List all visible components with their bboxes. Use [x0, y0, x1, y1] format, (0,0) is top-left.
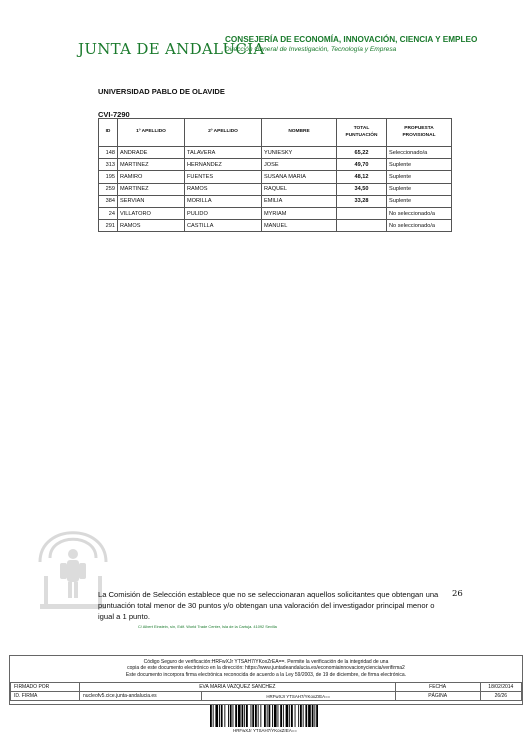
cell-propuesta: Seleccionado/a: [387, 147, 452, 159]
cell-id: 24: [99, 207, 118, 219]
cell-nombre: MYRIAM: [262, 207, 337, 219]
cell-propuesta: Suplente: [387, 171, 452, 183]
cell-apellido2: FUENTES: [185, 171, 262, 183]
cell-puntuacion: [337, 207, 387, 219]
cell-nombre: EMILIA: [262, 195, 337, 207]
cell-apellido1: MARTINEZ: [118, 183, 185, 195]
id-firma-label: ID. FIRMA: [11, 692, 80, 701]
cell-id: 291: [99, 220, 118, 232]
department-subtitle: Dirección General de Investigación, Tecnología y Empresa: [225, 46, 397, 53]
cell-propuesta: No seleccionado/a: [387, 207, 452, 219]
signature-table: [10, 682, 522, 701]
cell-puntuacion: [337, 220, 387, 232]
cell-id: 259: [99, 183, 118, 195]
id-firma-code: HRFwXJr YTSAH7/YKoxZrEA==: [202, 692, 396, 701]
commission-note: La Comisión de Selección establece que no se seleccionaran aquellos solicitantes que obtengan una puntuación total menor de 30 puntos y/o obtengan una valoración del investigador principal menor o igual a 1 punto.: [98, 590, 439, 621]
verification-line-2: copia de este documento electrónico en la dirección: https://www.juntadeandalucia.es/economiainnovacionyciencia/verifirma2: [127, 665, 405, 672]
signature-row: [11, 683, 522, 692]
cell-id: 195: [99, 171, 118, 183]
table-row: [99, 220, 452, 232]
cell-id: 313: [99, 159, 118, 171]
department-title: CONSEJERÍA DE ECONOMÍA, INNOVACIÓN, CIENCIA Y EMPLEO: [225, 35, 478, 44]
table-header-row: [99, 119, 452, 147]
department-block: [225, 35, 477, 53]
cell-apellido2: RAMOS: [185, 183, 262, 195]
verification-line-1: Código Seguro de verificación:HRFwXJr YTSAH7/YKoxZrEA==. Permite la verificación de la integridad de una: [143, 659, 389, 665]
cell-propuesta: No seleccionado/a: [387, 220, 452, 232]
table-row: [99, 207, 452, 219]
table-row: [99, 147, 452, 159]
fecha-label: FECHA: [395, 683, 480, 692]
col-propuesta: PROPUESTA PROVISIONAL: [387, 119, 452, 147]
pagina-label: PÁGINA: [395, 692, 480, 701]
cell-puntuacion: 65,22: [337, 147, 387, 159]
col-apellido1: 1º APELLIDO: [118, 119, 185, 147]
cell-puntuacion: 34,50: [337, 183, 387, 195]
id-firma-value: nucleofv5.cice.junta-andalucia.es: [80, 692, 202, 701]
cell-propuesta: Suplente: [387, 159, 452, 171]
signature-row: [11, 692, 522, 701]
table-row: [99, 183, 452, 195]
group-code: CVI-7290: [98, 110, 130, 119]
cell-nombre: SUSANA MARIA: [262, 171, 337, 183]
junta-logo: JUNTA DE ANDALUCIA: [78, 40, 265, 58]
verification-line-3: Este documento incorpora firma electrónica reconocida de acuerdo a la Ley 59/2003, de 19 de diciembre, de firma electrónica.: [125, 671, 407, 678]
fecha-value: 18/02/2014: [480, 683, 521, 692]
cell-apellido1: RAMOS: [118, 220, 185, 232]
verification-info: [10, 656, 522, 681]
footer-address: C/ Albert Einstein, s/n, Edif. World Trade Center, Isla de la Cartuja. 41092 Sevilla: [138, 624, 277, 629]
cell-propuesta: Suplente: [387, 195, 452, 207]
table-row: [99, 159, 452, 171]
table-row: [99, 171, 452, 183]
col-id: ID: [99, 119, 118, 147]
cell-puntuacion: 33,28: [337, 195, 387, 207]
signature-block: [9, 655, 523, 705]
table-row: [99, 195, 452, 207]
cell-nombre: MANUEL: [262, 220, 337, 232]
col-nombre: NOMBRE: [262, 119, 337, 147]
pagina-value: 26/26: [480, 692, 521, 701]
col-puntuacion: TOTAL PUNTUACIÓN: [337, 119, 387, 147]
cell-apellido1: RAMIRO: [118, 171, 185, 183]
cell-nombre: JOSE: [262, 159, 337, 171]
cell-id: 384: [99, 195, 118, 207]
university-name: UNIVERSIDAD PABLO DE OLAVIDE: [98, 87, 225, 96]
cell-id: 148: [99, 147, 118, 159]
cell-puntuacion: 48,12: [337, 171, 387, 183]
cell-apellido1: ANDRADE: [118, 147, 185, 159]
cell-puntuacion: 49,70: [337, 159, 387, 171]
firmado-label: FIRMADO POR: [11, 683, 80, 692]
verification-barcode: [210, 705, 320, 727]
page-number: 26: [452, 589, 463, 599]
cell-apellido1: MARTINEZ: [118, 159, 185, 171]
cell-apellido2: MORILLA: [185, 195, 262, 207]
col-apellido2: 2º APELLIDO: [185, 119, 262, 147]
results-table: [98, 118, 452, 232]
cell-apellido2: CASTILLA: [185, 220, 262, 232]
cell-nombre: RAQUEL: [262, 183, 337, 195]
cell-apellido2: TALAVERA: [185, 147, 262, 159]
firmado-value: EVA MARIA VAZQUEZ SANCHEZ: [80, 683, 396, 692]
cell-apellido1: VILLATORO: [118, 207, 185, 219]
cell-apellido2: HERNANDEZ: [185, 159, 262, 171]
cell-apellido2: PULIDO: [185, 207, 262, 219]
cell-nombre: YUNIESKY: [262, 147, 337, 159]
barcode-text: HRFwXJr YTSAH7/YKoxZrEA==: [233, 728, 297, 733]
cell-propuesta: Suplente: [387, 183, 452, 195]
cell-apellido1: SERVIAN: [118, 195, 185, 207]
